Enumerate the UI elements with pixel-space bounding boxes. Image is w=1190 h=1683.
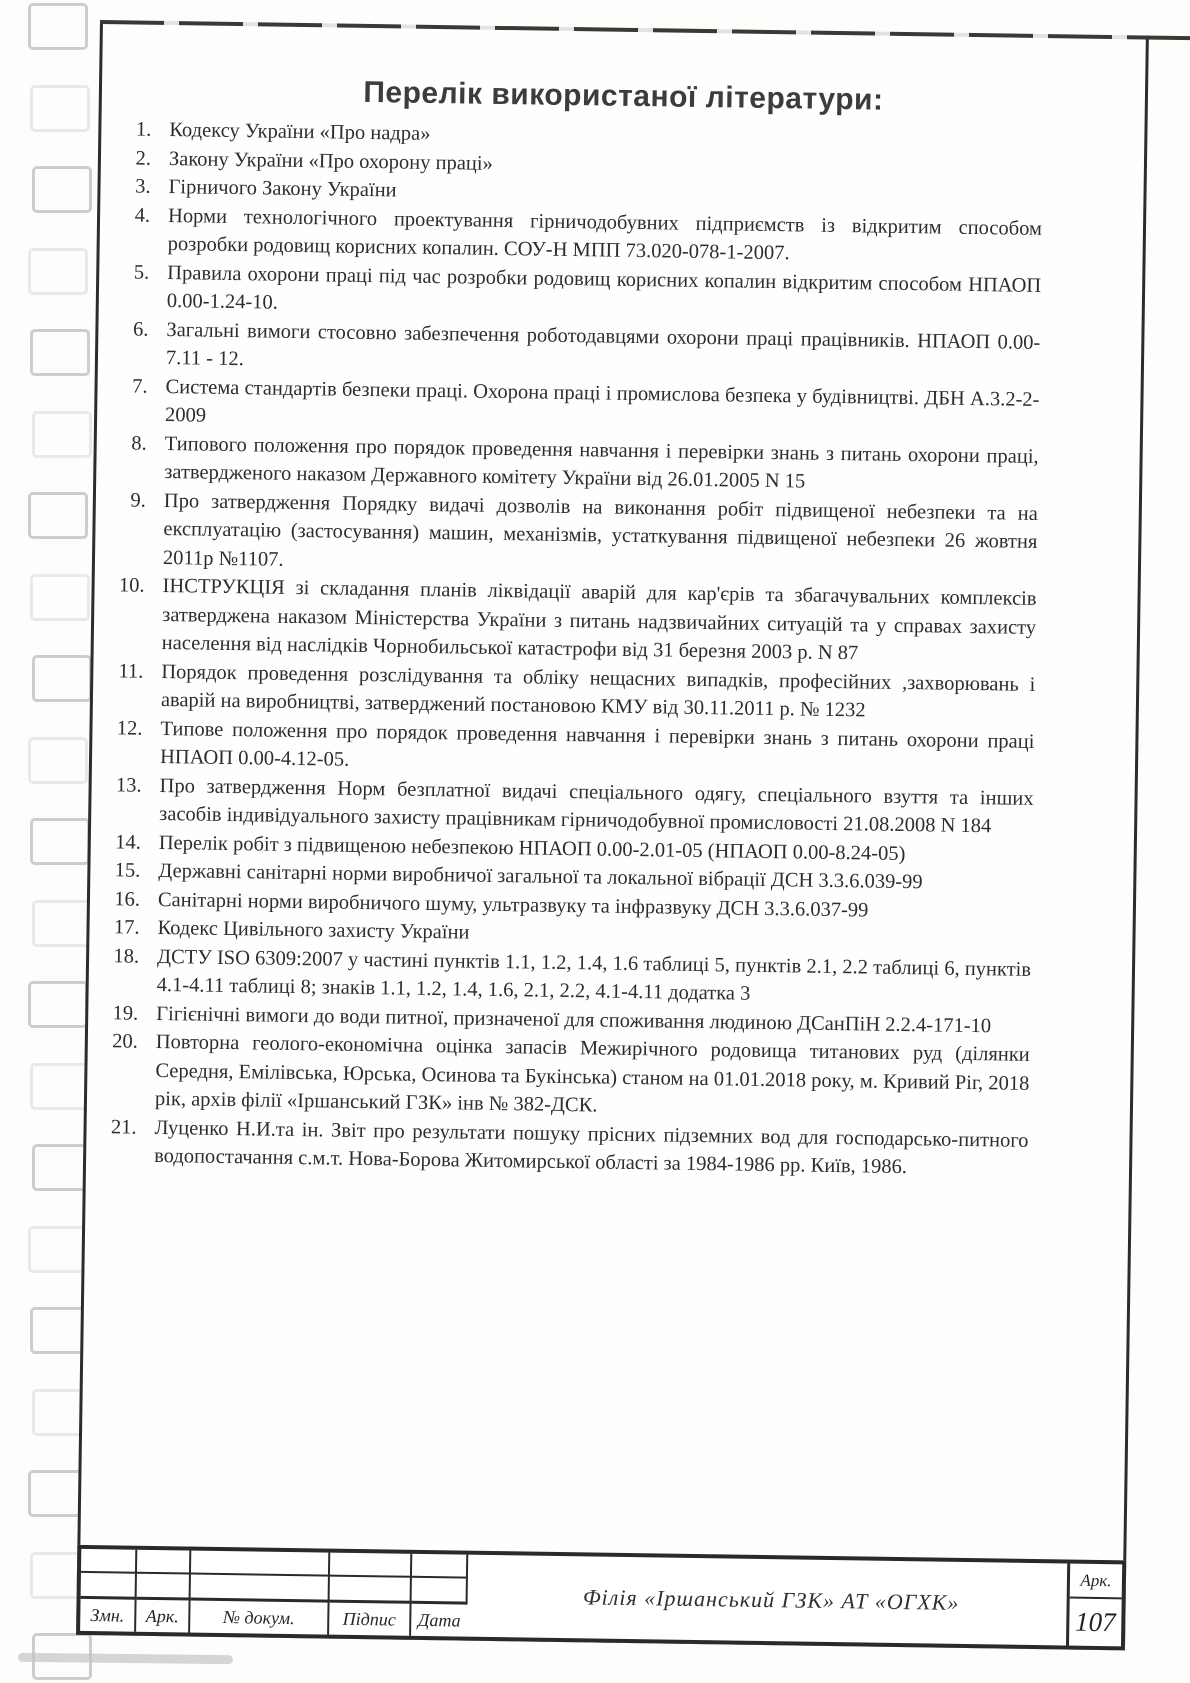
empty-cell: [191, 1551, 330, 1577]
item-number: 17.: [113, 916, 140, 939]
column-label-data: Дата: [417, 1609, 461, 1631]
item-number: 7.: [132, 375, 148, 398]
binder-hole-mark: [28, 981, 88, 1028]
list-item: [94, 571, 1138, 672]
sheet-number: 107: [1074, 1606, 1116, 1638]
item-text: Порядок проведення розслідування та обліку нещасних випадків, професійних ,захворювань і аварій на виробництві, затверджений постановою КМУ від 30.11.2011 р. № 1232: [160, 660, 1036, 722]
item-text: Норми технологічного проектування гірничодобувних підприємств із відкритим способом розробки родовищ корисних копалин. СОУ-Н МПП 73.020-078-1-2007.: [167, 204, 1043, 265]
item-number: 19.: [112, 1001, 139, 1025]
item-number: 18.: [113, 944, 140, 968]
item-number: 4.: [134, 204, 151, 227]
title-block-grid: [80, 1549, 476, 1637]
item-number: 14.: [115, 830, 141, 854]
empty-cell: [81, 1573, 137, 1600]
empty-cell: [412, 1554, 468, 1579]
empty-cell: [81, 1549, 137, 1574]
column-label-pidpys: Підпис: [329, 1603, 411, 1636]
item-text: Правила охорони праці під час розробки родовищ корисних копалин відкритим способом НПАОП 0.00-1.24-10.: [166, 261, 1042, 314]
item-number: 16.: [114, 887, 141, 911]
item-number: 15.: [114, 859, 141, 882]
item-number: 5.: [133, 261, 150, 284]
column-label-dokum: № докум.: [190, 1601, 329, 1635]
item-number: 10.: [118, 574, 145, 597]
item-text: Гірничого Закону України: [168, 176, 397, 202]
binder-hole-mark: [28, 492, 88, 539]
column-label-zmn: Змн.: [80, 1599, 136, 1632]
item-text: Типове положення про порядок проведення навчання і перевірки знань з питань охорони праці НПАОП 0.00-4.12-05.: [159, 717, 1035, 771]
list-item: [95, 485, 1139, 586]
list-item: [87, 1027, 1131, 1128]
page-frame: [76, 20, 1149, 1650]
item-number: 9.: [130, 489, 147, 512]
binder-hole-mark: [32, 900, 92, 947]
sheet-label: Арк.: [1070, 1564, 1123, 1600]
item-text: Типового положення про порядок проведення навчання і перевірки знань з питань охорони праці, затвердженого наказом Державного комітету України від 26.01.2005 N 15: [164, 432, 1039, 493]
item-text: ІНСТРУКЦІЯ зі складання планів ліквідації аварій для кар'єрів та збагачувальних комплексів затверджена наказом Міністерства України з питань надзвичайних ситуацій та у справах захисту населення від наслідків Чорнобильської катастрофи від 31 березня 2003 р. N 87: [161, 574, 1037, 665]
item-number: 21.: [110, 1115, 137, 1139]
empty-cell: [412, 1578, 468, 1605]
organization-name: Філія «Іршанський ГЗК» АТ «ОГХК»: [582, 1584, 960, 1615]
item-number: 6.: [132, 318, 149, 341]
binder-hole-mark: [32, 411, 92, 458]
binder-hole-mark: [30, 329, 90, 376]
binder-hole-mark: [30, 1063, 90, 1110]
empty-cell: [330, 1553, 412, 1578]
binder-hole-mark: [28, 1226, 88, 1273]
item-text: Гігієнічні вимоги до води питної, призначеної для споживання людиною ДСанПіН 2.2.4-171-10: [156, 1002, 992, 1037]
item-text: Про затвердження Порядку видачі дозволів на виконання робіт підвищеної небезпеки та на експлуатацію (застосування) машин, механізмів, устаткування підвищеної небезпеки 26 жовтня 2011р №1107.: [162, 489, 1038, 571]
item-text: Кодексу України «Про надра»: [169, 119, 431, 145]
frame-top-border: [100, 20, 1190, 41]
binder-hole-mark: [32, 166, 92, 213]
item-text: Кодекс Цивільного захисту України: [157, 916, 470, 944]
empty-cell: [191, 1575, 330, 1603]
page-title: Перелік використаної літератури:: [363, 75, 884, 117]
empty-cell: [137, 1550, 191, 1575]
item-text: Про затвердження Норм безплатної видачі спеціального одягу, спеціального взуття та інших засобів індивідуального захисту працівникам гірничодобувної промисловості 21.08.2008 N 184: [159, 774, 1034, 838]
binder-hole-mark: [28, 248, 88, 295]
item-number: 11.: [118, 659, 144, 683]
item-number: 12.: [116, 716, 143, 740]
item-number: 8.: [131, 432, 147, 455]
empty-cell: [330, 1577, 412, 1604]
item-text: Система стандартів безпеки праці. Охорона праці і промислова безпека у будівництві. ДБН А.3.2-2-2009: [164, 375, 1040, 427]
item-text: Луценко Н.И.та ін. Звіт про результати пошуку прісних підземних вод для господарсько-питного водопостачання с.м.т. Нова-Борова Житомирської області за 1984-1986 рр. Київ, 1986.: [153, 1116, 1029, 1179]
item-text: Перелік робіт з підвищеною небезпекою НПАОП 0.00-2.01-05 (НПАОП 0.00-8.24-05): [158, 831, 906, 865]
column-label-ark: Арк.: [136, 1600, 190, 1633]
item-number: 1.: [135, 118, 152, 141]
binder-hole-mark: [28, 3, 88, 50]
item-text: Санітарні норми виробничого шуму, ультразвуку та інфразвуку ДСН 3.3.6.037-99: [157, 888, 869, 921]
item-text: Закону України «Про охорону праці»: [168, 147, 493, 175]
empty-cell: [137, 1574, 191, 1601]
binder-hole-mark: [30, 85, 90, 132]
item-number: 13.: [115, 773, 142, 797]
item-number: 20.: [112, 1030, 139, 1053]
item-text: ДСТУ ISO 6309:2007 у частині пунктів 1.1, 1.2, 1.4, 1.6 таблиці 5, пунктів 2.1, 2.2 таблиці 6, пунктів 4.1-4.11 таблиці 8; знаків 1.1, 1.2, 1.4, 1.6, 2.1, 2.2, 4.1-4.11 додатка 3: [156, 945, 1032, 1005]
item-text: Державні санітарні норми виробничої загальної та локальної вібрації ДСН 3.3.6.039-99: [158, 859, 923, 894]
binder-hole-mark: [28, 737, 88, 784]
reference-list: [86, 115, 1145, 1185]
title-block: [76, 1545, 1126, 1651]
binder-hole-mark: [30, 574, 90, 621]
item-number: 3.: [134, 175, 151, 198]
binder-hole-mark: [30, 818, 90, 865]
binder-hole-mark: [32, 655, 92, 702]
item-text: Повторна геолого-економічна оцінка запасів Межирічного родовища титанових руд (ділянки Середня, Емілівська, Юрська, Осинова та Букінська) станом на 01.01.2018 року, м. Кривий Ріг, 2018 рік, архів філії «Іршанський ГЗК» інв № 382-ДСК.: [154, 1030, 1030, 1117]
sheet-box: [1066, 1564, 1122, 1647]
organization-cell: [475, 1555, 1067, 1646]
item-text: Загальні вимоги стосовно забезпечення роботодавцями охорони праці працівників. НПАОП 0.00-7.11 - 12.: [165, 318, 1041, 371]
item-number: 2.: [135, 147, 152, 170]
